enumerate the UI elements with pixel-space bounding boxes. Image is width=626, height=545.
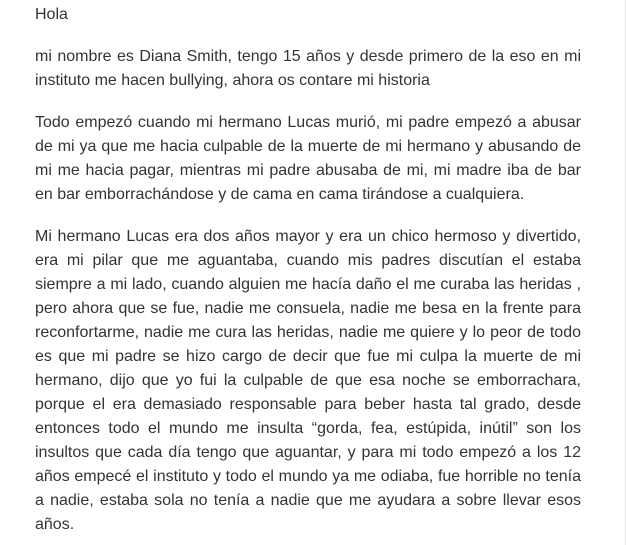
post-paragraph-beginning: Todo empezó cuando mi hermano Lucas murió, mi padre empezó a abusar de mi ya que me hacia culpable de la muerte de mi hermano y abusando de mi me hacia pagar, mientras mi padre abusaba de mi, mi madre iba de bar en bar emborrachándose y de cama en cama tirándose a cualquiera. xyxy=(35,114,581,203)
post-paragraph-intro: mi nombre es Diana Smith, tengo 15 años y desde primero de la eso en mi instituto me hacen bullying, ahora os contare mi historia xyxy=(35,48,581,89)
post-greeting: Hola xyxy=(35,6,68,23)
post-body xyxy=(35,3,581,545)
post-paragraph-brother: Mi hermano Lucas era dos años mayor y era un chico hermoso y divertido, era mi pilar que me aguantaba, cuando mis padres discutían el estaba siempre a mi lado, cuando alguien me hacía daño el me curaba las heridas , pero ahora que se fue, nadie me consuela, nadie me besa en la frente para reconfortarme, nadie me cura las heridas, nadie me quiere y lo peor de todo es que mi padre se hizo cargo de decir que fue mi culpa la muerte de mi hermano, dijo que yo fui la culpable de que esa noche se emborrachara, porque el era demasiado responsable para beber hasta tal grado, desde entonces todo el mundo me insulta “gorda, fea, estúpida, inútil” son los insultos que cada día tengo que aguantar, y para mi todo empezó a los 12 años empecé el instituto y todo el mundo ya me odiaba, fue horrible no tenía a nadie, estaba sola no tenía a nadie que me ayudara a sobre llevar esos años. xyxy=(35,228,581,533)
